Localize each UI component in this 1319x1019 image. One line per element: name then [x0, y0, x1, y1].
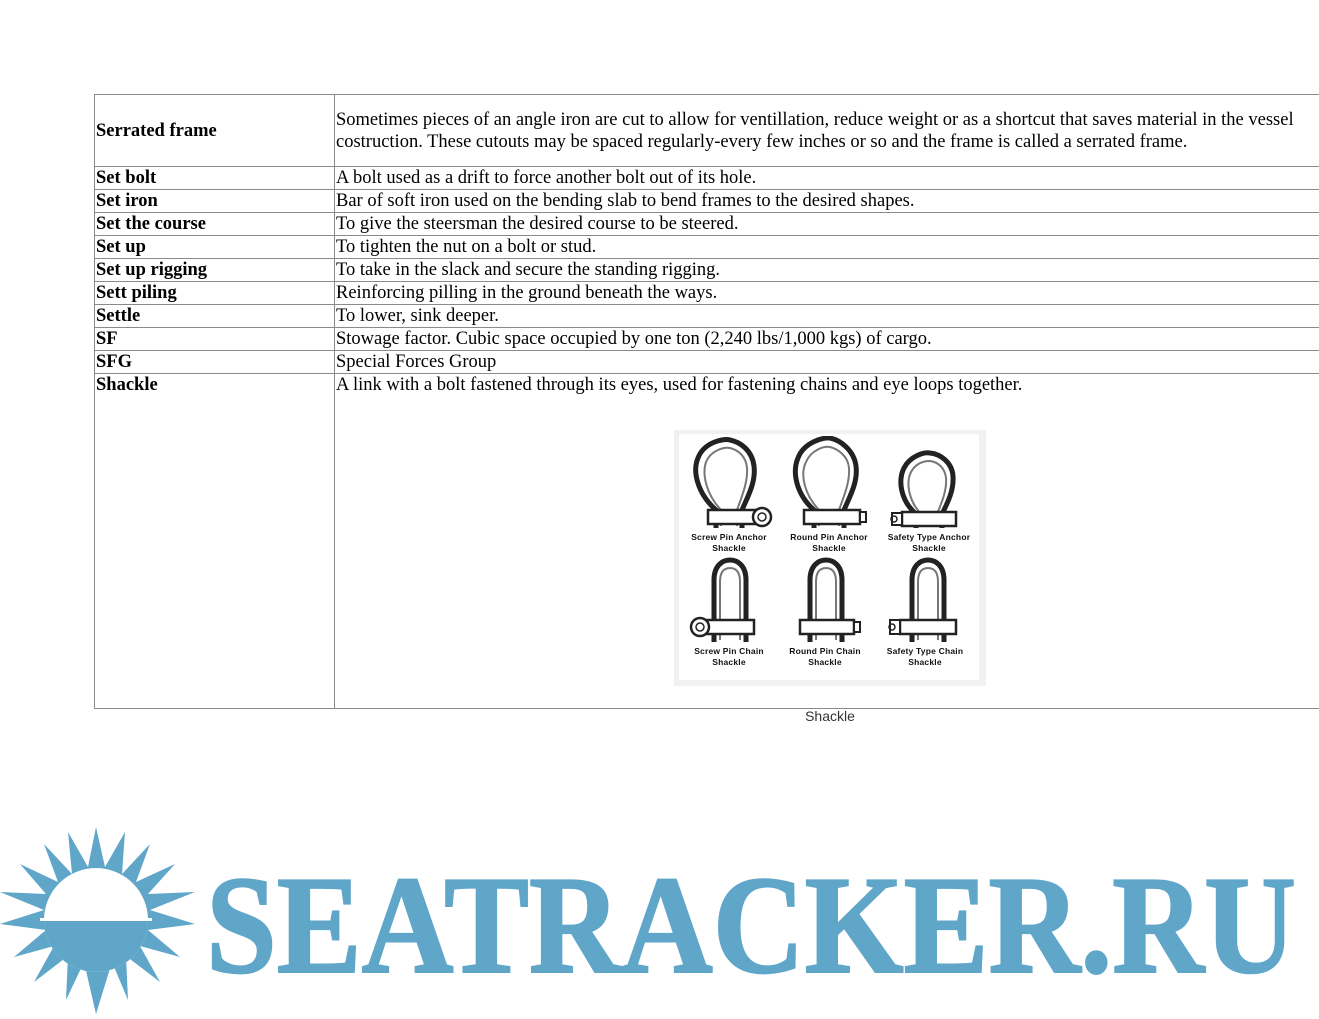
term-cell: Set bolt: [95, 167, 335, 190]
glossary-row: [95, 374, 1319, 709]
term-cell: Set iron: [95, 190, 335, 213]
term-cell: Serrated frame: [95, 95, 335, 167]
term-cell: Sett piling: [95, 282, 335, 305]
term-cell: Settle: [95, 305, 335, 328]
shackle-label: Screw Pin Anchor Shackle: [691, 532, 767, 553]
shackle-item: [679, 556, 779, 668]
seatracker-logo: [0, 822, 1319, 1019]
shackle-label: Round Pin Anchor Shackle: [790, 532, 868, 553]
term-cell: SF: [95, 328, 335, 351]
definition-cell: [335, 374, 1319, 724]
definition-cell: A bolt used as a drift to force another bolt out of its hole.: [335, 167, 1319, 190]
round-pin-anchor-shackle-icon: [784, 436, 874, 532]
glossary-row: [95, 282, 1319, 305]
shackle-item: [879, 436, 979, 554]
glossary-row: [95, 305, 1319, 328]
shackle-item: [875, 556, 975, 668]
glossary-row: [95, 236, 1319, 259]
glossary-row: [95, 351, 1319, 374]
glossary-row: [95, 259, 1319, 282]
definition-cell: To lower, sink deeper.: [335, 305, 1319, 328]
glossary-row: [95, 213, 1319, 236]
definition-cell: To take in the slack and secure the standing rigging.: [335, 259, 1319, 282]
glossary-row: [95, 328, 1319, 351]
sun-logo-icon: [0, 827, 195, 1014]
shackle-figure-wrap: [336, 396, 1319, 724]
definition-cell: Sometimes pieces of an angle iron are cut to allow for ventillation, reduce weight or as a shortcut that saves material in the vessel costruction. These cutouts may be spaced regularly-every few inches or so and the frame is called a serrated frame.: [335, 95, 1319, 167]
term-cell: Set up rigging: [95, 259, 335, 282]
definition-cell: To tighten the nut on a bolt or stud.: [335, 236, 1319, 259]
definition-cell: Bar of soft iron used on the bending slab to bend frames to the desired shapes.: [335, 190, 1319, 213]
glossary-row: [95, 190, 1319, 213]
definition-text: A link with a bolt fastened through its eyes, used for fastening chains and eye loops together.: [336, 375, 1023, 395]
definition-cell: Reinforcing pilling in the ground beneath the ways.: [335, 282, 1319, 305]
term-cell: Set the course: [95, 213, 335, 236]
shackle-label: Screw Pin Chain Shackle: [694, 646, 764, 667]
glossary-table: [94, 94, 1319, 724]
term-cell: Set up: [95, 236, 335, 259]
term-cell: SFG: [95, 351, 335, 374]
shackle-figure: [674, 430, 986, 686]
screw-pin-anchor-shackle-icon: [684, 436, 774, 532]
round-pin-chain-shackle-icon: [780, 556, 870, 646]
glossary-row: [95, 95, 1319, 167]
safety-type-chain-shackle-icon: [880, 556, 970, 646]
logo-wordmark: SEATRACKER.RU: [206, 848, 1296, 1003]
safety-type-anchor-shackle-icon: [884, 436, 974, 532]
shackle-label: Safety Type Chain Shackle: [886, 646, 964, 667]
definition-cell: Special Forces Group: [335, 351, 1319, 374]
shackle-item: [775, 556, 875, 668]
shackle-label: Round Pin Chain Shackle: [789, 646, 861, 667]
term-cell: Shackle: [95, 374, 335, 709]
definition-cell: Stowage factor. Cubic space occupied by one ton (2,240 lbs/1,000 kgs) of cargo.: [335, 328, 1319, 351]
figure-caption: Shackle: [805, 708, 855, 724]
shackle-label: Safety Type Anchor Shackle: [887, 532, 971, 553]
definition-cell: To give the steersman the desired course to be steered.: [335, 213, 1319, 236]
screw-pin-chain-shackle-icon: [684, 556, 774, 646]
glossary-row: [95, 167, 1319, 190]
shackle-item: [679, 436, 779, 554]
shackle-item: [779, 436, 879, 554]
